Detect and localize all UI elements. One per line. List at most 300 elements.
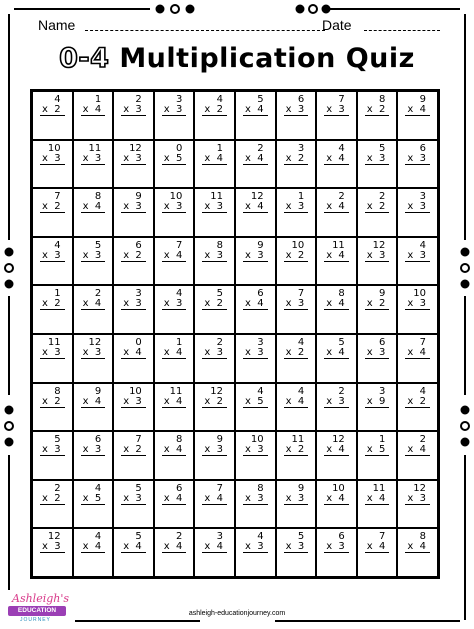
- multiplier-line: [324, 105, 349, 116]
- multiplier-line: [284, 202, 309, 213]
- multiplicand: 3: [419, 191, 426, 203]
- multiplicand: 12: [88, 336, 102, 348]
- problem-cell[interactable]: [397, 140, 438, 189]
- problem-cell[interactable]: [316, 528, 357, 577]
- problem-cell[interactable]: [235, 91, 276, 140]
- problem: [284, 144, 309, 165]
- times-sign: x: [285, 444, 292, 456]
- problem: [405, 192, 430, 213]
- multiplier: 5: [176, 152, 183, 164]
- multiplicand: 1: [379, 434, 386, 446]
- multiplier: 3: [54, 541, 61, 553]
- problem: [284, 241, 309, 262]
- problem-cell[interactable]: [113, 140, 154, 189]
- times-sign: x: [407, 541, 414, 553]
- times-sign: x: [407, 346, 414, 358]
- problem: [405, 532, 430, 553]
- multiplicand: 3: [297, 142, 305, 154]
- problem-cell[interactable]: [73, 188, 114, 237]
- multiplier-line: [243, 202, 268, 213]
- problem-cell[interactable]: [73, 431, 114, 480]
- problem-cell[interactable]: [316, 91, 357, 140]
- multiplier-line: [243, 445, 268, 456]
- multiplicand: 9: [419, 94, 426, 105]
- multiplier: 2: [54, 492, 61, 504]
- date-field[interactable]: [364, 30, 440, 31]
- problem-cell[interactable]: [113, 91, 154, 140]
- problem: [40, 95, 65, 116]
- multiplier: 3: [135, 201, 142, 213]
- problem: [243, 387, 268, 408]
- multiplicand: 7: [54, 191, 61, 203]
- multiplier: 4: [338, 201, 345, 213]
- problem: [324, 144, 349, 165]
- problem-cell[interactable]: [154, 334, 195, 383]
- problem: [365, 241, 390, 262]
- problem-cell[interactable]: [32, 431, 73, 480]
- times-sign: x: [407, 298, 414, 310]
- multiplier-line: [405, 105, 430, 116]
- problem-cell[interactable]: [316, 140, 357, 189]
- multiplier-line: [162, 494, 187, 505]
- problem-cell[interactable]: [194, 91, 235, 140]
- problem-cell[interactable]: [357, 480, 398, 529]
- problem-cell[interactable]: [32, 383, 73, 432]
- problem-cell[interactable]: [357, 431, 398, 480]
- multiplier-line: [324, 202, 349, 213]
- multiplicand: 4: [419, 385, 426, 397]
- times-sign: x: [285, 152, 292, 164]
- problem-cell[interactable]: [357, 285, 398, 334]
- multiplier: 3: [419, 249, 426, 261]
- multiplier: 3: [216, 444, 223, 456]
- problem-cell[interactable]: [235, 188, 276, 237]
- problem: [405, 289, 430, 310]
- problem-cell[interactable]: [316, 188, 357, 237]
- times-sign: x: [244, 444, 251, 456]
- problem-cell[interactable]: [113, 528, 154, 577]
- multiplier-line: [162, 105, 187, 116]
- multiplicand: 9: [297, 482, 305, 494]
- problem-cell[interactable]: [73, 528, 114, 577]
- multiplicand: 11: [372, 482, 386, 494]
- multiplicand: 12: [129, 142, 142, 154]
- problem-cell[interactable]: [32, 91, 73, 140]
- problem-cell[interactable]: [397, 528, 438, 577]
- problem-cell[interactable]: [32, 334, 73, 383]
- problem-cell[interactable]: [316, 431, 357, 480]
- multiplier: 4: [94, 395, 102, 407]
- multiplier: 4: [176, 492, 183, 504]
- times-sign: x: [204, 152, 211, 164]
- problem-cell[interactable]: [276, 237, 317, 286]
- multiplier-line: [81, 445, 106, 456]
- multiplicand: 6: [176, 482, 183, 494]
- problem-cell[interactable]: [113, 480, 154, 529]
- problem-cell[interactable]: [194, 480, 235, 529]
- problem: [243, 532, 268, 553]
- multiplier-line: [405, 202, 430, 213]
- problem: [243, 95, 268, 116]
- multiplier-line: [405, 154, 430, 165]
- problem-cell[interactable]: [276, 140, 317, 189]
- times-sign: x: [326, 104, 333, 115]
- problem-cell[interactable]: [194, 140, 235, 189]
- multiplier-line: [81, 542, 106, 553]
- multiplier: 3: [135, 298, 142, 310]
- multiplier: 3: [54, 249, 61, 261]
- problem-cell[interactable]: [32, 188, 73, 237]
- times-sign: x: [163, 249, 170, 261]
- border-dot: [6, 249, 13, 256]
- problem-cell[interactable]: [316, 285, 357, 334]
- multiplicand: 3: [257, 336, 264, 348]
- problem: [202, 144, 227, 165]
- problem: [243, 144, 268, 165]
- multiplier: 2: [419, 395, 426, 407]
- multiplier: 4: [216, 152, 223, 164]
- multiplicand: 2: [338, 385, 345, 397]
- problem: [81, 95, 106, 116]
- problem-cell[interactable]: [73, 237, 114, 286]
- problem-cell[interactable]: [154, 480, 195, 529]
- times-sign: x: [123, 395, 130, 407]
- problem-cell[interactable]: [113, 383, 154, 432]
- times-sign: x: [244, 492, 251, 504]
- multiplier: 3: [94, 152, 102, 164]
- multiplier-line: [202, 251, 227, 262]
- multiplicand: 7: [379, 531, 386, 543]
- problem-cell[interactable]: [194, 431, 235, 480]
- multiplier: 3: [216, 249, 223, 261]
- problem-cell[interactable]: [194, 334, 235, 383]
- problem: [162, 289, 187, 310]
- problem-cell[interactable]: [235, 140, 276, 189]
- problem: [405, 241, 430, 262]
- multiplier-line: [243, 494, 268, 505]
- multiplier: 4: [257, 201, 264, 213]
- multiplicand: 6: [338, 531, 345, 543]
- multiplier: 3: [257, 346, 264, 358]
- multiplier-line: [365, 397, 390, 408]
- multiplicand: 8: [94, 191, 102, 203]
- multiplier: 3: [379, 152, 386, 164]
- problem-cell[interactable]: [32, 480, 73, 529]
- times-sign: x: [285, 104, 292, 115]
- multiplicand: 4: [94, 482, 102, 494]
- problem-cell[interactable]: [194, 383, 235, 432]
- problem-cell[interactable]: [154, 91, 195, 140]
- multiplier: 2: [379, 104, 386, 115]
- problem: [81, 241, 106, 262]
- problem-cell[interactable]: [154, 383, 195, 432]
- problem: [121, 435, 146, 456]
- problem-cell[interactable]: [194, 285, 235, 334]
- multiplicand: 5: [135, 531, 142, 543]
- problem: [324, 95, 349, 116]
- problem: [365, 435, 390, 456]
- problem-cell[interactable]: [154, 188, 195, 237]
- multiplier-line: [243, 251, 268, 262]
- page-title: [0, 43, 474, 74]
- problem: [365, 95, 390, 116]
- problem-cell[interactable]: [276, 285, 317, 334]
- problem-cell[interactable]: [113, 285, 154, 334]
- times-sign: x: [82, 395, 89, 407]
- multiplicand: 3: [216, 531, 223, 543]
- problem-cell[interactable]: [194, 188, 235, 237]
- problem-cell[interactable]: [235, 480, 276, 529]
- multiplier: 3: [338, 395, 345, 407]
- multiplier-line: [365, 445, 390, 456]
- problem-cell[interactable]: [154, 431, 195, 480]
- times-sign: x: [326, 249, 333, 261]
- times-sign: x: [285, 346, 292, 358]
- times-sign: x: [123, 492, 130, 504]
- border-dot: [461, 264, 469, 272]
- problem-cell[interactable]: [397, 91, 438, 140]
- times-sign: x: [285, 249, 292, 261]
- times-sign: x: [285, 298, 292, 310]
- problem-cell[interactable]: [276, 188, 317, 237]
- times-sign: x: [82, 298, 89, 310]
- problem: [40, 387, 65, 408]
- multiplier: 3: [297, 492, 305, 504]
- multiplicand: 4: [216, 94, 223, 105]
- multiplier-line: [365, 202, 390, 213]
- name-field[interactable]: [85, 30, 325, 31]
- problem-cell[interactable]: [397, 431, 438, 480]
- problem: [365, 144, 390, 165]
- multiplier-line: [40, 251, 65, 262]
- multiplier-line: [40, 397, 65, 408]
- problem-cell[interactable]: [32, 237, 73, 286]
- problem-cell[interactable]: [73, 91, 114, 140]
- problem-cell[interactable]: [32, 528, 73, 577]
- times-sign: x: [407, 395, 414, 407]
- problem: [405, 95, 430, 116]
- multiplier-line: [40, 202, 65, 213]
- multiplier: 4: [216, 541, 223, 553]
- times-sign: x: [123, 152, 130, 164]
- multiplicand: 10: [129, 385, 142, 397]
- multiplier-line: [324, 397, 349, 408]
- times-sign: x: [204, 298, 211, 310]
- multiplicand: 4: [176, 288, 183, 300]
- times-sign: x: [123, 346, 130, 358]
- multiplier-line: [81, 154, 106, 165]
- problem-cell[interactable]: [357, 140, 398, 189]
- multiplicand: 6: [379, 336, 386, 348]
- multiplier: 2: [216, 395, 223, 407]
- problem-cell[interactable]: [194, 528, 235, 577]
- problem-cell[interactable]: [276, 383, 317, 432]
- multiplicand: 4: [297, 336, 305, 348]
- times-sign: x: [42, 201, 48, 213]
- problem-cell[interactable]: [154, 528, 195, 577]
- problem-cell[interactable]: [316, 383, 357, 432]
- title-digits: 0-4: [59, 43, 110, 74]
- problem-cell[interactable]: [113, 431, 154, 480]
- problem-cell[interactable]: [113, 334, 154, 383]
- problem-cell[interactable]: [357, 91, 398, 140]
- problem-cell[interactable]: [357, 334, 398, 383]
- times-sign: x: [82, 492, 89, 504]
- times-sign: x: [42, 395, 48, 407]
- times-sign: x: [42, 298, 48, 310]
- multiplier-line: [405, 397, 430, 408]
- multiplier: 2: [135, 444, 142, 456]
- problem-cell[interactable]: [73, 140, 114, 189]
- problem-cell[interactable]: [357, 237, 398, 286]
- multiplier: 4: [379, 492, 386, 504]
- problem-cell[interactable]: [32, 285, 73, 334]
- multiplicand: 4: [338, 142, 345, 154]
- multiplier-line: [365, 251, 390, 262]
- problem-cell[interactable]: [235, 334, 276, 383]
- problem-cell[interactable]: [316, 334, 357, 383]
- problem-cell[interactable]: [397, 285, 438, 334]
- multiplier: 3: [94, 346, 102, 358]
- multiplier-line: [81, 299, 106, 310]
- multiplicand: 2: [176, 531, 183, 543]
- problem-cell[interactable]: [32, 140, 73, 189]
- problem-cell[interactable]: [235, 237, 276, 286]
- multiplier: 3: [379, 346, 386, 358]
- problem-cell[interactable]: [154, 140, 195, 189]
- multiplier: 4: [94, 201, 102, 213]
- multiplicand: 12: [210, 385, 223, 397]
- times-sign: x: [82, 249, 89, 261]
- multiplicand: 5: [379, 142, 386, 154]
- multiplier-line: [243, 299, 268, 310]
- multiplier-line: [284, 445, 309, 456]
- problem: [324, 192, 349, 213]
- problem: [162, 435, 187, 456]
- times-sign: x: [123, 444, 130, 456]
- times-sign: x: [326, 152, 333, 164]
- times-sign: x: [285, 201, 292, 213]
- times-sign: x: [42, 541, 48, 553]
- multiplier: 2: [379, 298, 386, 310]
- problem-cell[interactable]: [397, 237, 438, 286]
- problem-cell[interactable]: [235, 528, 276, 577]
- problem: [284, 484, 309, 505]
- times-sign: x: [244, 541, 251, 553]
- problem-cell[interactable]: [276, 334, 317, 383]
- problem-cell[interactable]: [276, 91, 317, 140]
- multiplier: 4: [176, 541, 183, 553]
- problem-cell[interactable]: [154, 285, 195, 334]
- multiplier: 4: [216, 492, 223, 504]
- times-sign: x: [42, 444, 48, 456]
- problem-cell[interactable]: [235, 431, 276, 480]
- problem-cell[interactable]: [194, 237, 235, 286]
- problem-cell[interactable]: [357, 528, 398, 577]
- multiplicand: 7: [338, 94, 345, 105]
- multiplier-line: [162, 397, 187, 408]
- problem-cell[interactable]: [357, 383, 398, 432]
- multiplier: 4: [257, 298, 264, 310]
- problem: [324, 484, 349, 505]
- multiplier-line: [121, 542, 146, 553]
- problem-cell[interactable]: [397, 334, 438, 383]
- problem: [81, 435, 106, 456]
- multiplier: 3: [297, 201, 305, 213]
- multiplier: 3: [419, 492, 426, 504]
- problem-cell[interactable]: [316, 237, 357, 286]
- times-sign: x: [366, 104, 373, 115]
- problem-cell[interactable]: [154, 237, 195, 286]
- multiplier: 4: [135, 346, 142, 358]
- problem-cell[interactable]: [276, 431, 317, 480]
- multiplier: 4: [176, 249, 183, 261]
- problem: [81, 484, 106, 505]
- times-sign: x: [244, 104, 251, 115]
- multiplier: 5: [257, 395, 264, 407]
- problem-cell[interactable]: [276, 480, 317, 529]
- border-dot: [323, 6, 330, 13]
- multiplicand: 3: [379, 385, 386, 397]
- problem-cell[interactable]: [357, 188, 398, 237]
- problem-cell[interactable]: [113, 188, 154, 237]
- problem-cell[interactable]: [73, 285, 114, 334]
- problem: [81, 289, 106, 310]
- multiplier: 4: [419, 541, 426, 553]
- problem-cell[interactable]: [235, 383, 276, 432]
- times-sign: x: [366, 201, 373, 213]
- multiplicand: 5: [216, 288, 223, 300]
- border-dot: [462, 281, 469, 288]
- multiplier-line: [162, 251, 187, 262]
- problem-cell[interactable]: [397, 383, 438, 432]
- problem-cell[interactable]: [276, 528, 317, 577]
- problem: [202, 95, 227, 116]
- multiplier: 3: [135, 152, 142, 164]
- times-sign: x: [123, 201, 130, 213]
- multiplicand: 10: [413, 288, 426, 300]
- problem-cell[interactable]: [73, 480, 114, 529]
- problem-cell[interactable]: [397, 188, 438, 237]
- times-sign: x: [366, 541, 373, 553]
- problem-cell[interactable]: [235, 285, 276, 334]
- problem-cell[interactable]: [397, 480, 438, 529]
- multiplier-line: [162, 299, 187, 310]
- problem-cell[interactable]: [73, 383, 114, 432]
- problem-cell[interactable]: [316, 480, 357, 529]
- times-sign: x: [407, 201, 414, 213]
- multiplier: 3: [379, 249, 386, 261]
- multiplicand: 5: [338, 336, 345, 348]
- problem: [202, 532, 227, 553]
- multiplicand: 6: [135, 239, 142, 251]
- multiplicand: 7: [135, 434, 142, 446]
- title-text: Multiplication Quiz: [119, 43, 415, 74]
- problem-cell[interactable]: [113, 237, 154, 286]
- problem: [243, 435, 268, 456]
- border-dot: [462, 249, 469, 256]
- multiplicand: 7: [216, 482, 223, 494]
- times-sign: x: [244, 395, 251, 407]
- multiplier-line: [243, 154, 268, 165]
- times-sign: x: [82, 152, 89, 164]
- multiplicand: 8: [54, 385, 61, 397]
- multiplier-line: [284, 251, 309, 262]
- problem: [121, 338, 146, 359]
- problem-cell[interactable]: [73, 334, 114, 383]
- times-sign: x: [326, 541, 333, 553]
- multiplier-line: [81, 105, 106, 116]
